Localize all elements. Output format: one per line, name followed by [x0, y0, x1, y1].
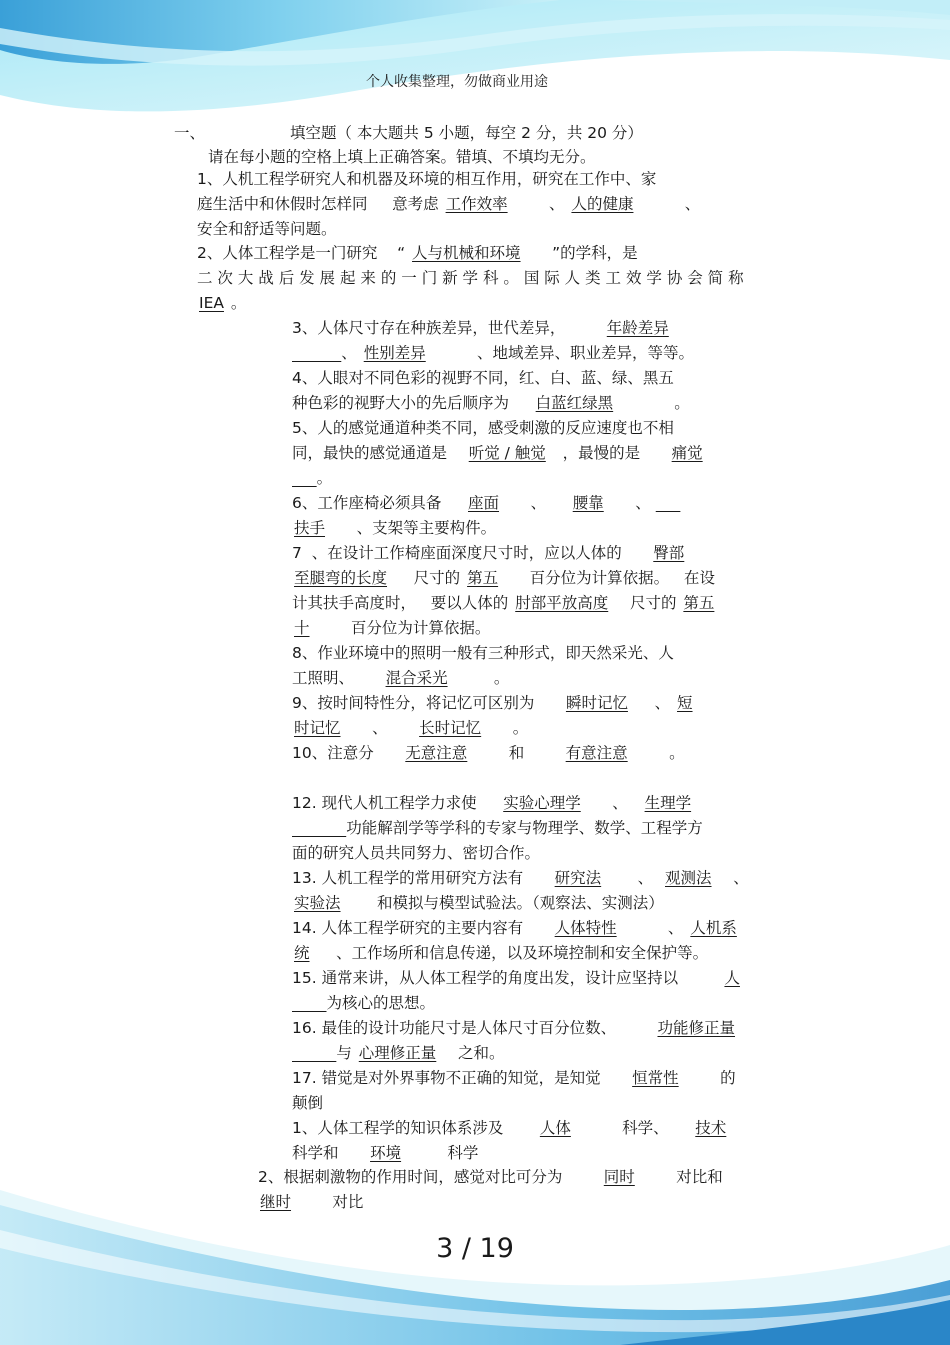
question-16 — [292, 1016, 807, 1066]
question-text: 、 — [501, 494, 571, 512]
answer-blank: 性别差异 — [363, 344, 426, 362]
answer-blank: 听觉 / 触觉 — [468, 444, 546, 462]
underline-blank — [292, 819, 346, 837]
question-text: 15. 通常来讲，从人体工程学的角度出发，设计应坚持以 — [292, 969, 723, 987]
question-line — [292, 316, 807, 341]
answer-blank: 统 — [294, 944, 310, 962]
question-line — [292, 416, 807, 441]
question-line — [292, 1116, 807, 1141]
question-13 — [292, 866, 807, 916]
question-text: 10、注意分 — [292, 744, 404, 762]
question-text: 12. 现代人机工程学力求使 — [292, 794, 502, 812]
question-line — [292, 891, 807, 916]
answer-blank: 同时 — [603, 1168, 635, 1186]
question-line — [292, 616, 807, 641]
answer-blank: 第五 — [467, 569, 499, 587]
question-text: 13. 人机工程学的常用研究方法有 — [292, 869, 553, 887]
question-text: 、 — [635, 195, 701, 213]
answer-blank: 扶手 — [294, 519, 326, 537]
question-text: 2、根据刺激物的作用时间，感觉对比可分为 — [258, 1168, 602, 1186]
question-text: 工照明、 — [292, 669, 384, 687]
answer-blank: 技术 — [695, 1119, 727, 1137]
question-extra-1 — [292, 1116, 807, 1166]
question-text: 。 — [629, 744, 685, 762]
question-text: 、 — [342, 719, 418, 737]
question-text: 为核心的思想。 — [326, 994, 436, 1012]
answer-blank: 继时 — [260, 1193, 292, 1211]
question-text: 、 — [618, 919, 689, 937]
answer-blank: 实验心理学 — [503, 794, 581, 812]
question-text: 9、按时间特性分，将记忆可区别为 — [292, 694, 564, 712]
question-6 — [292, 491, 807, 541]
question-text: 。 — [449, 669, 510, 687]
question-text: 二 次 大 战 后 发 展 起 来 的 一 门 新 学 科 。 国 际 人 类 工 效 学 协 会 简 称 — [197, 269, 744, 287]
question-text: 4、人眼对不同色彩的视野不同，红、白、蓝、绿、黑五 — [292, 369, 674, 387]
question-line — [292, 1091, 807, 1116]
answer-blank: 白蓝红绿黑 — [535, 394, 614, 412]
answer-blank: 恒常性 — [632, 1069, 679, 1087]
question-line — [258, 1190, 807, 1215]
question-line — [292, 341, 807, 366]
answer-blank: 第五 — [683, 594, 715, 612]
question-line — [292, 716, 807, 741]
question-text: 与 — [336, 1044, 357, 1062]
answer-blank: 人的健康 — [571, 195, 634, 213]
question-line — [292, 466, 807, 491]
answer-blank: 功能修正量 — [657, 1019, 736, 1037]
answer-blank: 臀部 — [653, 544, 685, 562]
question-line — [292, 1041, 807, 1066]
question-text: 14. 人体工程学研究的主要内容有 — [292, 919, 553, 937]
question-text: 对比 — [293, 1193, 364, 1211]
question-text: 、 — [605, 494, 656, 512]
question-line — [292, 941, 807, 966]
question-text: 5、人的感觉通道种类不同，感受刺激的反应速度也不相 — [292, 419, 674, 437]
question-text: 尺寸的 — [389, 569, 466, 587]
question-1 — [197, 167, 807, 242]
section-title: 填空题（ 本大题共 5 小题，每空 2 分，共 20 分） — [290, 124, 643, 142]
question-line — [292, 491, 807, 516]
question-text: 尺寸的 — [610, 594, 682, 612]
answer-blank: 座面 — [468, 494, 500, 512]
question-text: ，最慢的是 — [547, 444, 670, 462]
answer-blank: 腰靠 — [572, 494, 604, 512]
answer-blank: IEA — [199, 294, 224, 312]
question-text: 6、工作座椅必须具备 — [292, 494, 466, 512]
question-text: 2、人体工程学是一门研究 “ — [197, 244, 411, 262]
question-line — [197, 167, 807, 192]
question-extra-2 — [258, 1165, 807, 1215]
answer-blank: 人机系 — [690, 919, 737, 937]
question-text: 百分位为计算依据。 在设 — [500, 569, 715, 587]
section-heading — [174, 121, 643, 143]
question-3 — [292, 316, 807, 366]
question-line — [292, 691, 807, 716]
question-text: 功能解剖学等学科的专家与物理学、数学、工程学方 — [346, 819, 703, 837]
answer-blank: 人与机械和环境 — [412, 244, 521, 262]
page-number: 3 / 19 — [436, 1233, 514, 1264]
section-instructions: 请在每小题的空格上填上正确答案。错填、不填均无分。 — [208, 148, 596, 166]
question-text: 17. 错觉是对外界事物不正确的知觉，是知觉 — [292, 1069, 631, 1087]
section-number: 一、 — [174, 124, 206, 142]
answer-blank: 人 — [724, 969, 740, 987]
question-line — [292, 791, 807, 816]
question-line — [197, 266, 807, 291]
question-text: 、 — [713, 869, 754, 887]
answer-blank: 有意注意 — [565, 744, 628, 762]
answer-blank: 无意注意 — [405, 744, 468, 762]
question-text: 百分位为计算依据。 — [311, 619, 491, 637]
question-line — [292, 441, 807, 466]
question-10 — [292, 741, 807, 766]
question-text: 科学 — [403, 1144, 479, 1162]
question-text: 、 — [509, 195, 570, 213]
answer-blank: 实验法 — [294, 894, 341, 912]
answer-blank: 短 — [677, 694, 693, 712]
question-text: 和模拟与模型试验法。（观察法、实测法） — [342, 894, 664, 912]
answer-blank: 环境 — [370, 1144, 402, 1162]
answer-blank: 时记忆 — [294, 719, 341, 737]
question-text: 、支架等主要构件。 — [327, 519, 497, 537]
question-5 — [292, 416, 807, 491]
answer-blank: 长时记忆 — [419, 719, 482, 737]
question-line — [292, 391, 807, 416]
question-text: 和 — [469, 744, 564, 762]
question-text: 同，最快的感觉通道是 — [292, 444, 467, 462]
question-line — [292, 1066, 807, 1091]
answer-blank: 生理学 — [644, 794, 692, 812]
answer-blank: 人体 — [539, 1119, 571, 1137]
question-line — [292, 816, 807, 841]
question-line — [292, 1141, 807, 1166]
answer-blank: 心理修正量 — [358, 1044, 437, 1062]
question-line — [292, 916, 807, 941]
answer-blank: 年龄差异 — [606, 319, 669, 337]
question-line — [292, 991, 807, 1016]
question-text: 16. 最佳的设计功能尺寸是人体尺寸百分位数、 — [292, 1019, 656, 1037]
underline-blank — [656, 494, 681, 512]
question-text: 、 — [629, 694, 676, 712]
question-text: 对比和 — [636, 1168, 723, 1186]
question-12 — [292, 791, 807, 866]
question-text: 之和。 — [438, 1044, 505, 1062]
question-17 — [292, 1066, 807, 1116]
question-text: 1、人体工程学的知识体系涉及 — [292, 1119, 538, 1137]
question-text: 、工作场所和信息传递，以及环境控制和安全保护等。 — [311, 944, 709, 962]
answer-blank: 混合采光 — [385, 669, 448, 687]
question-line — [292, 591, 807, 616]
question-line — [292, 866, 807, 891]
underline-blank — [292, 994, 327, 1012]
question-text: 3、人体尺寸存在种族差异，世代差异， — [292, 319, 605, 337]
question-9 — [292, 691, 807, 741]
answer-blank: 人体特性 — [554, 919, 617, 937]
question-line — [292, 641, 807, 666]
question-text: 安全和舒适等问题。 — [197, 220, 337, 238]
question-8 — [292, 641, 807, 691]
question-text: 7 、在设计工作椅座面深度尺寸时，应以人体的 — [292, 544, 652, 562]
question-text: 8、作业环境中的照明一般有三种形式，即天然采光、人 — [292, 644, 674, 662]
question-line — [292, 841, 807, 866]
answer-blank: 观测法 — [665, 869, 712, 887]
question-line — [197, 291, 807, 316]
question-text: 庭生活中和休假时怎样同 意考虑 — [197, 195, 444, 213]
question-text: 。 — [483, 719, 529, 737]
question-text: 。 — [316, 469, 333, 487]
question-line — [258, 1165, 807, 1190]
question-text: 1、人机工程学研究人和机器及环境的相互作用，研究在工作中、家 — [197, 170, 657, 188]
question-text: 、 — [603, 869, 663, 887]
question-text: 种色彩的视野大小的先后顺序为 — [292, 394, 534, 412]
question-line — [292, 666, 807, 691]
question-line — [292, 541, 807, 566]
question-text: 的 — [680, 1069, 736, 1087]
answer-blank: 研究法 — [554, 869, 602, 887]
question-line — [292, 741, 807, 766]
question-text: 科学、 — [572, 1119, 694, 1137]
question-text: 计其扶手高度时， 要以人体的 — [292, 594, 514, 612]
question-text: 、地域差异、职业差异，等等。 — [427, 344, 695, 362]
question-line — [197, 217, 807, 242]
question-7 — [292, 541, 807, 641]
question-14 — [292, 916, 807, 966]
question-line — [197, 192, 807, 217]
underline-blank — [292, 469, 317, 487]
question-2 — [197, 241, 807, 316]
question-line — [292, 1016, 807, 1041]
question-text: 科学和 — [292, 1144, 369, 1162]
question-text: 。 — [225, 294, 247, 312]
answer-blank: 至腿弯的长度 — [294, 569, 388, 587]
question-line — [292, 516, 807, 541]
question-line — [292, 566, 807, 591]
question-text: 面的研究人员共同努力、密切合作。 — [292, 844, 541, 862]
question-text: ”的学科，是 — [522, 244, 638, 262]
question-text: 、 — [582, 794, 643, 812]
question-line — [292, 366, 807, 391]
question-text: 颠倒 — [292, 1094, 324, 1112]
answer-blank: 瞬时记忆 — [565, 694, 628, 712]
underline-blank — [292, 344, 341, 362]
answer-blank: 肘部平放高度 — [515, 594, 609, 612]
question-line — [197, 241, 807, 266]
header-note: 个人收集整理，勿做商业用途 — [366, 74, 548, 90]
question-text: 、 — [341, 344, 362, 362]
question-4 — [292, 366, 807, 416]
question-text: 。 — [615, 394, 690, 412]
answer-blank: 十 — [294, 619, 310, 637]
underline-blank — [292, 1044, 336, 1062]
question-15 — [292, 966, 807, 1016]
question-line — [292, 966, 807, 991]
answer-blank: 工作效率 — [445, 195, 508, 213]
answer-blank: 痛觉 — [671, 444, 703, 462]
